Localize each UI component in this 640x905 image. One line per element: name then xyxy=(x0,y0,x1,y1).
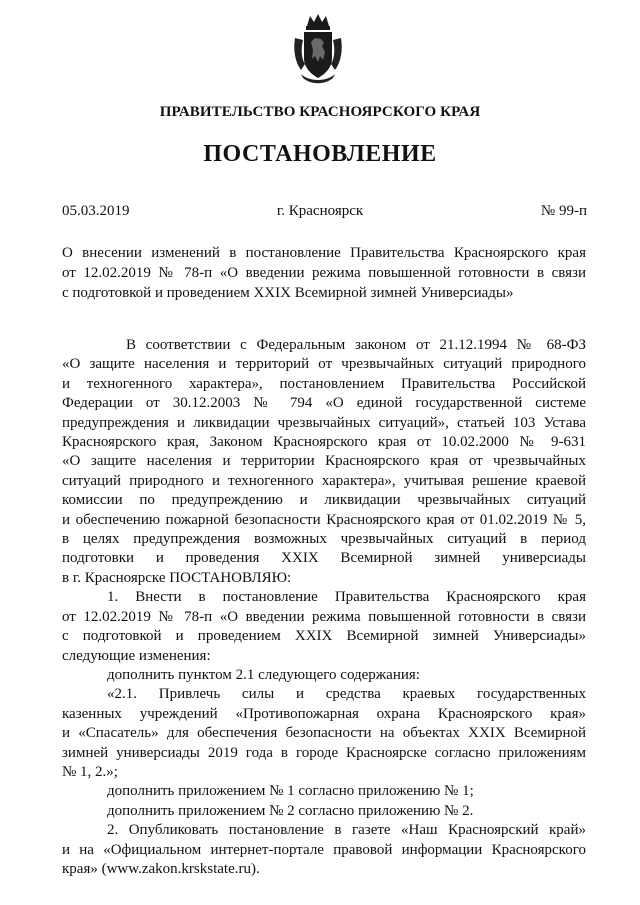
body-line: казенных учреждений «Противопожарная охрана Красноярского края» xyxy=(62,705,586,722)
document-city: г. Красноярск xyxy=(276,203,364,219)
body-line: с подготовкой и проведением XXIX Всемирной зимней Универсиады» xyxy=(62,628,586,645)
body-line: края» (www.zakon.krskstate.ru). xyxy=(62,860,260,877)
title-line: от 12.02.2019 № 78-п «О введении режима повышенной готовности в связи xyxy=(62,265,586,281)
body-line: дополнить пунктом 2.1 следующего содержания: xyxy=(107,666,420,683)
document-number: № 99-п xyxy=(540,203,587,219)
body-line: «О защите населения и территорий от чрезвычайных ситуаций природного xyxy=(62,356,586,373)
title-line: с подготовкой и проведением XXIX Всемирной зимней Универсиады» xyxy=(62,285,514,301)
body-line: 1. Внести в постановление Правительства Красноярского края xyxy=(107,589,586,606)
body-line: Красноярского края, Законом Красноярского края от 10.02.2000 № 9-631 xyxy=(62,434,586,451)
body-line: следующие изменения: xyxy=(62,647,211,664)
body-line: ситуаций природного и техногенного характера», учитывая решение краевой xyxy=(62,472,586,489)
body-line: 2. Опубликовать постановление в газете «Наш Красноярский край» xyxy=(107,822,586,839)
body-line: от 12.02.2019 № 78-п «О введении режима повышенной готовности в связи xyxy=(62,608,586,625)
body-line: комиссии по предупреждению и ликвидации чрезвычайных ситуаций xyxy=(62,492,586,509)
body-line: № 1, 2.»; xyxy=(62,763,118,780)
document-title xyxy=(62,243,586,303)
body-line: подготовки и проведения XXIX Всемирной зимней универсиады xyxy=(62,550,586,567)
body-line: зимней универсиады 2019 года в городе Красноярске согласно приложениям xyxy=(62,744,586,761)
body-line: в г. Красноярске ПОСТАНОВЛЯЮ: xyxy=(62,569,292,586)
organization-name: ПРАВИТЕЛЬСТВО КРАСНОЯРСКОГО КРАЯ xyxy=(159,104,481,120)
document-body xyxy=(62,336,586,879)
document-type-heading: ПОСТАНОВЛЕНИЕ xyxy=(203,141,437,167)
document-date: 05.03.2019 xyxy=(62,203,130,219)
body-line: предупреждения и ликвидации чрезвычайных ситуаций», статьей 103 Устава xyxy=(62,414,586,431)
body-line: «2.1. Привлечь силы и средства краевых государственных xyxy=(107,686,586,703)
body-line: и техногенного характера», постановлением Правительства Российской xyxy=(62,375,586,392)
coat-of-arms-icon xyxy=(293,12,343,86)
body-line: В соответствии с Федеральным законом от 21.12.1994 № 68-ФЗ xyxy=(126,337,586,353)
body-line: дополнить приложением № 2 согласно приложению № 2. xyxy=(107,802,474,819)
body-line: «О защите населения и территории Красноярского края от чрезвычайных xyxy=(62,453,586,470)
body-line: и «Спасатель» для обеспечения безопасности на объектах XXIX Всемирной xyxy=(62,725,586,742)
body-line: и на «Официальном интернет-портале правовой информации Красноярского xyxy=(62,841,586,858)
body-line: в целях предупреждения возможных чрезвычайных ситуаций в период xyxy=(62,531,586,548)
body-line: и обеспечению пожарной безопасности Красноярского края от 01.02.2019 № 5, xyxy=(62,511,586,528)
body-line: Федерации от 30.12.2003 № 794 «О единой государственной системе xyxy=(62,395,586,412)
body-line: дополнить приложением № 1 согласно приложению № 1; xyxy=(107,783,474,800)
title-line: О внесении изменений в постановление Правительства Красноярского края xyxy=(62,245,586,261)
